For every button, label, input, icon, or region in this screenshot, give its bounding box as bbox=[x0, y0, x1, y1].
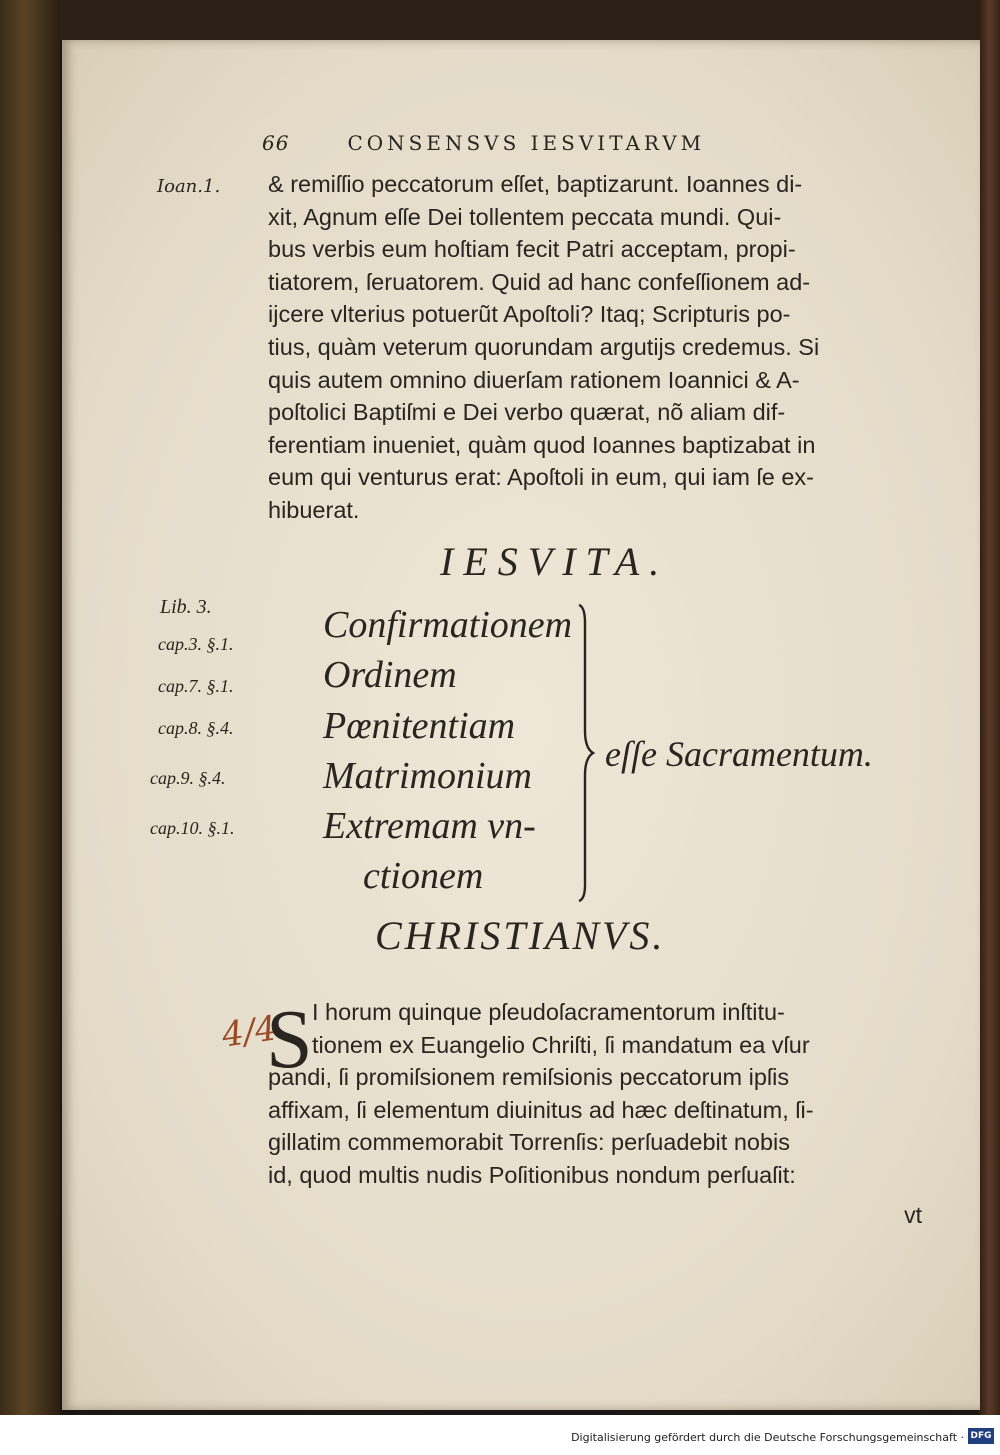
reference-cap: cap.8. §.4. bbox=[158, 718, 234, 738]
text-line: I horum quinque pſeudoſacramentorum inſtitu- bbox=[312, 999, 785, 1025]
text-line: affixam, ſi elementum diuinitus ad hæc deſtinatum, ſi- bbox=[268, 1096, 814, 1123]
page-number: 66 bbox=[262, 131, 290, 155]
reference-cap: cap.3. §.1. bbox=[158, 634, 234, 654]
sacrament-item: Pœnitentiam bbox=[323, 705, 516, 747]
reference-cap: cap.7. §.1. bbox=[158, 676, 234, 696]
book-edge-right bbox=[978, 0, 1000, 1415]
catchword: vt bbox=[904, 1202, 922, 1228]
running-head bbox=[262, 131, 705, 155]
heading-iesuita: IESVITA. bbox=[440, 539, 670, 584]
sacrament-item: Matrimonium bbox=[323, 755, 532, 797]
text-line: xit, Agnum eſſe Dei tollentem peccata mundi. Qui- bbox=[268, 203, 782, 230]
sacrament-item: Confirmationem bbox=[323, 604, 573, 646]
text-line: ijcere vlterius potuerũt Apoſtoli? Itaq; Scripturis po- bbox=[268, 301, 791, 328]
paragraph-2 bbox=[268, 1061, 923, 1191]
reference-cap: cap.10. §.1. bbox=[150, 818, 235, 838]
sacrament-conclusion: eſſe Sacramentum. bbox=[605, 734, 873, 774]
sacrament-item: Ordinem bbox=[323, 654, 457, 696]
text-line: gillatim commemorabit Torrenſis: perſuadebit nobis bbox=[268, 1129, 791, 1156]
sacrament-item: Extremam vn- bbox=[323, 805, 536, 847]
reference-lib: Lib. 3. bbox=[160, 596, 212, 618]
text-line: pandi, ſi promiſsionem remiſsionis peccatorum ipſis bbox=[268, 1064, 790, 1090]
running-title: CONSENSVS IESVITARVM bbox=[347, 131, 706, 155]
book-spine-left bbox=[0, 0, 60, 1415]
sacrament-item: ctionem bbox=[363, 855, 484, 897]
text-line: eum qui venturus erat: Apoſtoli in eum, qui iam ſe ex- bbox=[268, 464, 814, 491]
text-line: tiatorem, ſeruatorem. Quid ad hanc confeſſionem ad- bbox=[268, 268, 811, 295]
text-line: poſtolici Baptiſmi e Dei verbo quærat, nõ aliam dif- bbox=[268, 399, 786, 426]
handwritten-annotation: 4/4 bbox=[219, 1008, 280, 1056]
drop-capital: S bbox=[266, 993, 313, 1086]
text-line: tionem ex Euangelio Chriſti, ſi mandatum ea vſur bbox=[312, 1031, 810, 1058]
paragraph-2-indented bbox=[312, 996, 923, 1061]
text-line: ferentiam inueniet, quàm quod Ioannes baptizabat in bbox=[268, 431, 816, 458]
reference-cap: cap.9. §.4. bbox=[150, 768, 226, 788]
footer-credit: Digitalisierung gefördert durch die Deutsche Forschungsgemeinschaft · bbox=[571, 1431, 964, 1444]
text-line: tius, quàm veterum quorundam argutijs credemus. Si bbox=[268, 333, 820, 360]
dfg-logo-icon: DFG bbox=[968, 1428, 994, 1444]
text-line: id, quod multis nudis Poſitionibus nondum perſuaſit: bbox=[268, 1161, 796, 1188]
margin-reference-ioan: Ioan.1. bbox=[157, 176, 221, 197]
text-line: & remiſſio peccatorum eſſet, baptizarunt. Ioannes di- bbox=[268, 171, 803, 197]
text-line: hibuerat. bbox=[268, 496, 360, 523]
text-line: bus verbis eum hoſtiam fecit Patri acceptam, propi- bbox=[268, 236, 796, 263]
right-brace-icon bbox=[575, 603, 597, 903]
paragraph-1 bbox=[268, 168, 923, 527]
scan-top-border bbox=[0, 0, 1000, 40]
heading-christianus: CHRISTIANVS. bbox=[375, 913, 666, 958]
text-line: quis autem omnino diuerſam rationem Ioannici & A- bbox=[268, 366, 800, 393]
